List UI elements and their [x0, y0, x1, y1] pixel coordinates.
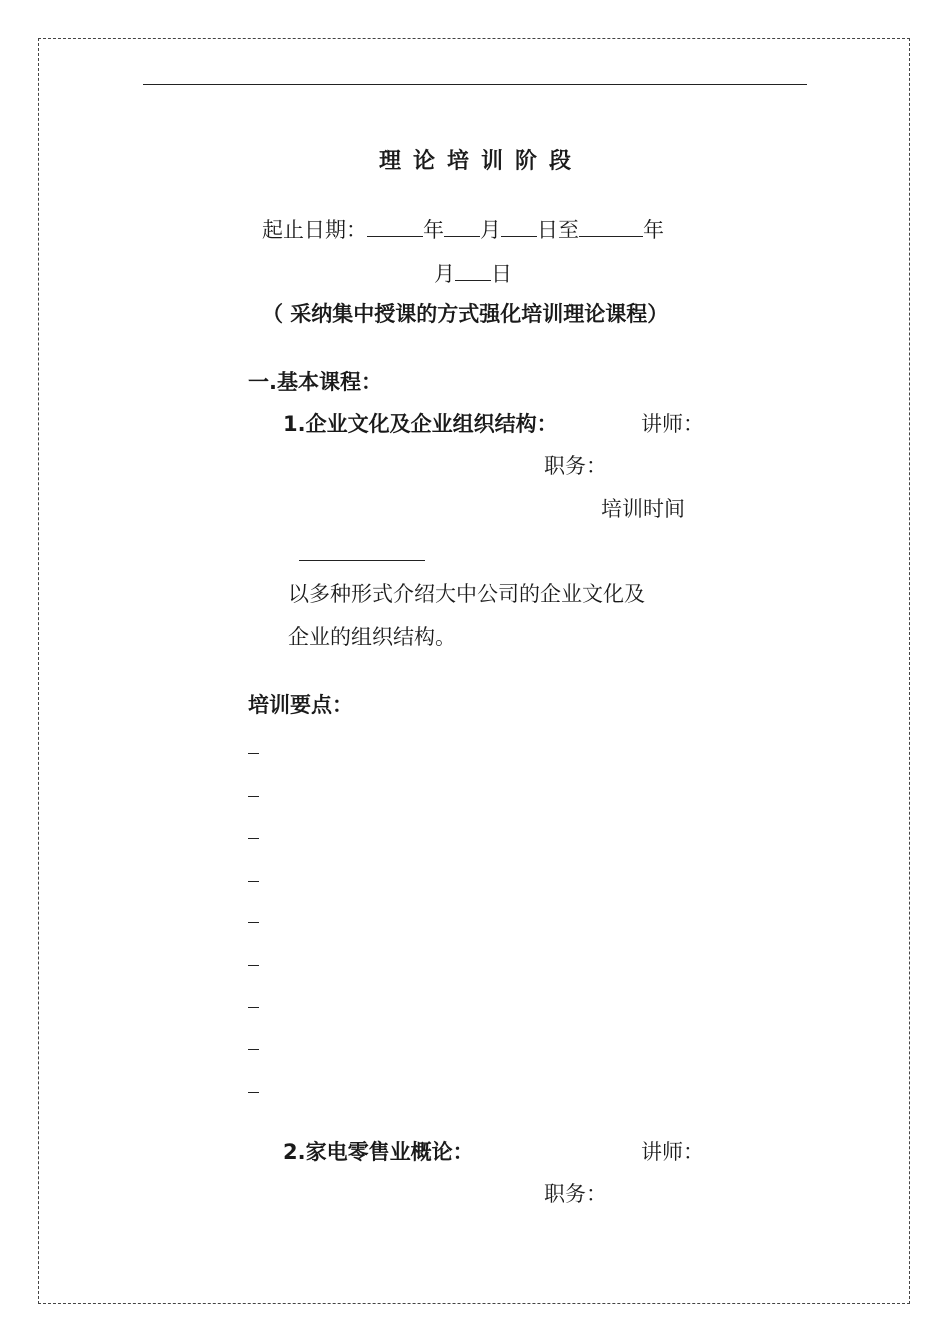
- end-year-unit: 年: [643, 218, 664, 242]
- key-point-bullet: [248, 753, 259, 754]
- start-month-unit: 月: [480, 218, 501, 242]
- course-1-description-line-2: 企业的组织结构。: [288, 625, 456, 649]
- course-2-title: 2.家电零售业概论：: [283, 1140, 474, 1164]
- course-1-description-line-1: 以多种形式介绍大中公司的企业文化及: [288, 582, 645, 606]
- course-1-instructor-label: 讲师：: [641, 412, 704, 436]
- end-year-blank[interactable]: [579, 214, 643, 237]
- start-year-blank[interactable]: [367, 214, 423, 237]
- date-range-to: 至: [558, 218, 579, 242]
- course-1-title: 1.企业文化及企业组织结构：: [283, 412, 558, 436]
- end-day-unit: 日: [491, 262, 512, 286]
- key-point-bullet: [248, 881, 259, 882]
- start-day-unit: 日: [537, 218, 558, 242]
- start-day-blank[interactable]: [501, 214, 537, 237]
- course-2-instructor-label: 讲师：: [641, 1140, 704, 1164]
- phase-title: 理论培训阶段: [378, 149, 583, 174]
- start-year-unit: 年: [423, 218, 444, 242]
- date-range-label: 起止日期：: [262, 218, 367, 242]
- key-point-bullet: [248, 1007, 259, 1008]
- end-month-unit: 月: [434, 262, 455, 286]
- key-point-bullet: [248, 796, 259, 797]
- course-2-position-label: 职务：: [544, 1182, 607, 1206]
- key-point-bullet: [248, 1049, 259, 1050]
- key-point-bullet: [248, 1092, 259, 1093]
- course-1-position-label: 职务：: [544, 454, 607, 478]
- section-heading: 一.基本课程：: [248, 370, 382, 394]
- key-point-bullet: [248, 922, 259, 923]
- key-point-bullet: [248, 965, 259, 966]
- course-1-key-points-label: 培训要点：: [248, 693, 353, 717]
- header-rule: [143, 84, 807, 85]
- course-1-time-blank[interactable]: [299, 560, 425, 561]
- training-mode-note: （ 采纳集中授课的方式强化培训理论课程）: [262, 302, 669, 326]
- start-month-blank[interactable]: [444, 214, 480, 237]
- key-point-bullet: [248, 838, 259, 839]
- end-day-blank[interactable]: [455, 258, 491, 281]
- date-range-line-1: [262, 214, 664, 244]
- course-1-time-label: 培训时间: [601, 497, 685, 521]
- date-range-line-2: [434, 258, 512, 288]
